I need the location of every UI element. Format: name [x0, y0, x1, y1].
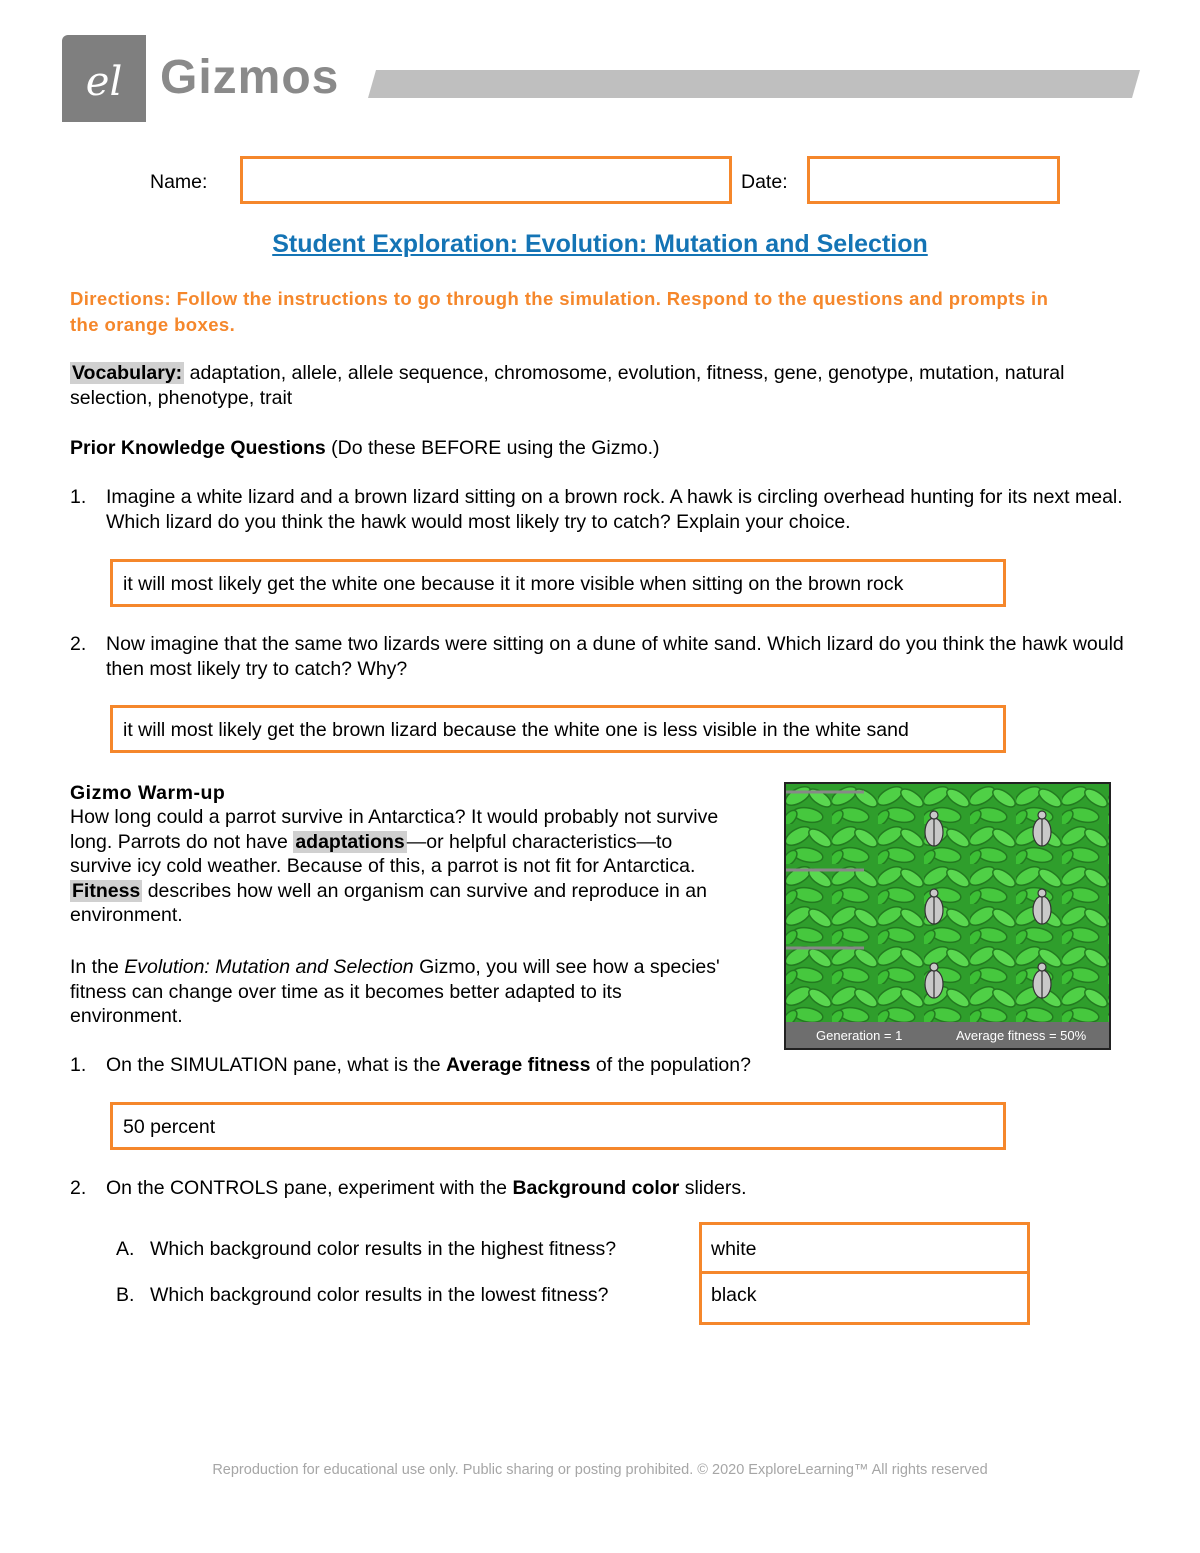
question-number: 2.	[70, 1177, 87, 1199]
warmup-answer-2b[interactable]: black	[711, 1284, 757, 1306]
subquestion-letter: A.	[116, 1238, 135, 1260]
fitness-readout: Average fitness = 50%	[956, 1028, 1087, 1043]
date-label: Date:	[741, 171, 788, 193]
brand-name: Gizmos	[160, 51, 340, 104]
vocabulary	[70, 361, 1135, 410]
warmup-paragraph-1: How long could a parrot survive in Antarctica? It would probably not survive long. Parrots do not have adaptations —or helpful characteristics—to survive icy cold weather. Because of this, a parrot is not fit for Antarctica. Fitness describes how well an organism can survive and reproduce in an environment.	[70, 806, 719, 926]
directions: Directions: Follow the instructions to go through the simulation. Respond to the questions and prompts in the orange boxes.	[70, 288, 1049, 335]
question-number: 1.	[70, 1054, 87, 1076]
simulation-screenshot	[784, 782, 1111, 1050]
svg-text:el: el	[85, 59, 123, 105]
prior-knowledge-heading: Prior Knowledge Questions (Do these BEFORE using the Gizmo.)	[70, 437, 660, 459]
gizmos-logo-mark	[62, 35, 146, 122]
vocabulary-list: adaptation, allele, allele sequence, chromosome, evolution, fitness, gene, genotype, mutation, natural selection, phenotype, trait	[70, 362, 1065, 409]
warmup-paragraph-2: In the Evolution: Mutation and Selection Gizmo, you will see how a species' fitness can change over time as it becomes better adapted to its environment.	[70, 956, 720, 1027]
warmup-answer-2a[interactable]: white	[711, 1238, 757, 1260]
prior-answer-2[interactable]: it will most likely get the brown lizard because the white one is less visible in the white sand	[110, 705, 1006, 753]
page-title: Student Exploration: Evolution: Mutation and Selection	[272, 230, 928, 258]
name-field[interactable]	[240, 156, 732, 204]
question-number: 2.	[70, 633, 87, 655]
explorelearning-icon	[62, 35, 146, 122]
warmup-question-2: On the CONTROLS pane, experiment with the Background color sliders.	[106, 1177, 747, 1199]
prior-question-2: Now imagine that the same two lizards were sitting on a dune of white sand. Which lizard do you think the hawk would then most likely try to catch? Why?	[106, 633, 1124, 680]
warmup-heading: Gizmo Warm-up	[70, 782, 226, 804]
subquestion-letter: B.	[116, 1284, 135, 1306]
warmup-question-1: On the SIMULATION pane, what is the Average fitness of the population?	[106, 1054, 751, 1076]
footer-copyright: Reproduction for educational use only. Public sharing or posting prohibited. © 2020 ExploreLearning™ All rights reserved	[212, 1462, 988, 1478]
header-bar	[368, 68, 1140, 100]
generation-readout: Generation = 1	[816, 1028, 903, 1043]
date-field[interactable]	[807, 156, 1060, 204]
table-divider	[702, 1271, 1027, 1274]
leaf-background-image	[786, 784, 1109, 1048]
prior-question-1: Imagine a white lizard and a brown lizard sitting on a brown rock. A hawk is circling overhead hunting for its next meal. Which lizard do you think the hawk would most likely try to catch? Explain your choice.	[106, 486, 1123, 533]
warmup-question-2a: Which background color results in the highest fitness?	[150, 1238, 617, 1260]
warmup-question-2b: Which background color results in the lowest fitness?	[150, 1284, 609, 1306]
vocabulary-label: Vocabulary:	[72, 362, 183, 384]
prior-answer-1[interactable]: it will most likely get the white one because it it more visible when sitting on the brown rock	[110, 559, 1006, 607]
name-label: Name:	[150, 171, 208, 193]
warmup-answer-1[interactable]: 50 percent	[110, 1102, 1006, 1150]
question-number: 1.	[70, 486, 87, 508]
